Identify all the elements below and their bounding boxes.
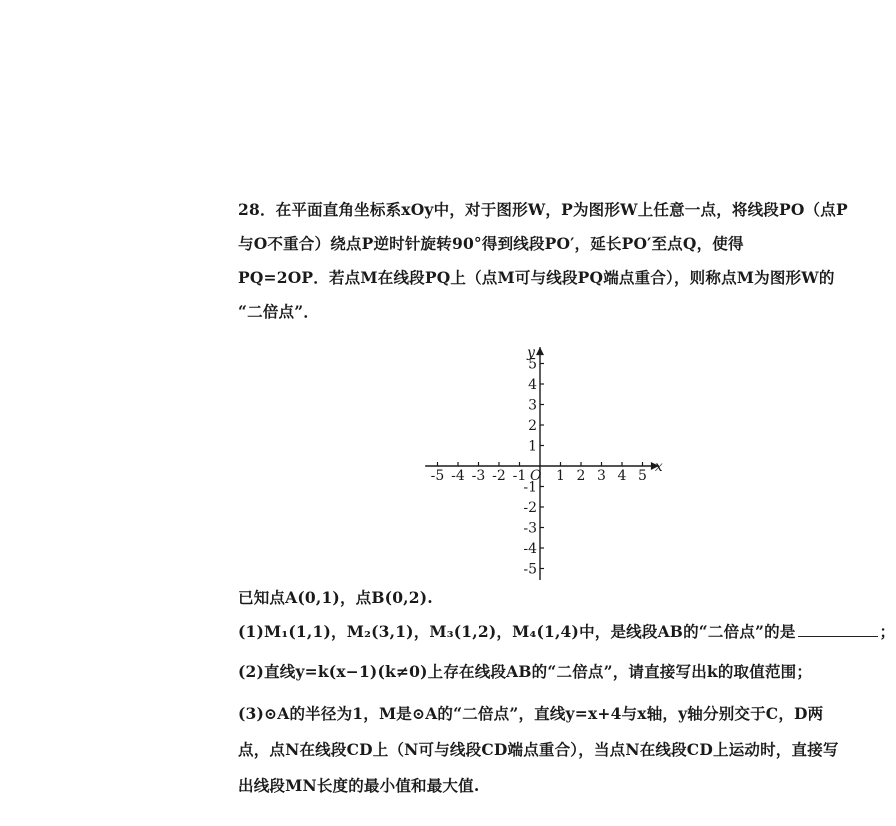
y-tick-label: -5 <box>523 561 537 578</box>
answer-blank[interactable] <box>798 622 878 637</box>
x-tick-label: 2 <box>576 468 586 484</box>
x-tick-label: 5 <box>638 468 647 484</box>
problem-line-2: 与O不重合）绕点P逆时针旋转90°得到线段PO′，延长PO′至点Q，使得 <box>238 234 744 253</box>
question-2: (2)直线y=k(x−1)(k≠0)上存在线段AB的“二倍点”，请直接写出k的取值范围； <box>238 662 813 681</box>
question-1 <box>238 622 895 642</box>
x-axis-label: x <box>654 459 663 475</box>
y-tick-label: 1 <box>528 438 537 455</box>
question-1-text: (1)M₁(1,1)，M₂(3,1)，M₃(1,2)，M₄(1,4)中，是线段AB的“二倍点”的是 <box>238 622 796 641</box>
x-tick-label: -1 <box>512 468 527 484</box>
y-tick-label: -3 <box>523 520 537 537</box>
x-tick-label: -2 <box>492 468 506 484</box>
problem-line-1: 28．在平面直角坐标系xOy中，对于图形W，P为图形W上任意一点，将线段PO（点P <box>238 200 848 219</box>
coordinate-grid <box>420 328 670 580</box>
problem-line-3: PQ=2OP．若点M在线段PQ上（点M可与线段PQ端点重合），则称点M为图形W的 <box>238 268 835 287</box>
x-tick-label: 3 <box>597 468 606 484</box>
question-3-line-1: (3)⊙A的半径为1，M是⊙A的“二倍点”，直线y=x+4与x轴，y轴分别交于C，D两 <box>238 704 824 723</box>
y-axis-arrow <box>536 347 544 355</box>
x-tick-label: 4 <box>617 468 627 484</box>
given-points: 已知点A(0,1)，点B(0,2). <box>238 588 433 607</box>
question-3-line-2: 点，点N在线段CD上（N可与线段CD端点重合），当点N在线段CD上运动时，直接写 <box>238 740 839 759</box>
y-tick-label: -4 <box>523 541 537 557</box>
y-tick-label: 2 <box>528 418 537 434</box>
y-tick-label: 4 <box>528 377 537 393</box>
x-tick-label: -5 <box>430 468 445 484</box>
question-3-line-3: 出线段MN长度的最小值和最大值. <box>238 776 480 795</box>
x-tick-label: 1 <box>556 468 565 484</box>
y-tick-label: 3 <box>528 397 537 414</box>
problem-line-4: “二倍点”． <box>238 302 320 321</box>
x-tick-label: -4 <box>451 468 465 484</box>
origin-label: O <box>530 468 542 484</box>
question-1-end: ； <box>879 622 896 641</box>
x-tick-label: -3 <box>471 468 486 484</box>
y-tick-label: -2 <box>523 500 537 516</box>
y-axis-label: y <box>527 345 535 362</box>
y-tick-label: 5 <box>528 356 537 373</box>
y-tick-label: -1 <box>523 479 537 496</box>
